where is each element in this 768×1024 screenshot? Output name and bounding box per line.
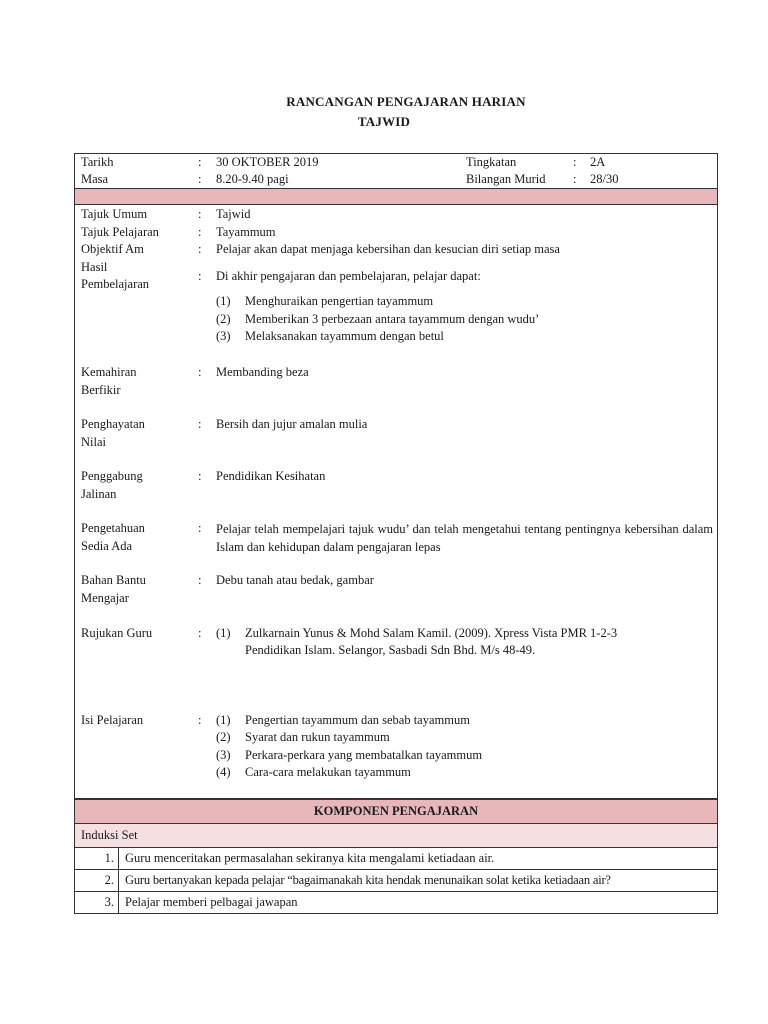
reference-text: Pendidikan Islam. Selangor, Sasbadi Sdn Bhd. M/s 48-49. (245, 643, 536, 657)
rujukan-label: Rujukan Guru (81, 626, 153, 640)
list-item-number: (3) (216, 329, 231, 343)
komponen-header: KOMPONEN PENGAJARAN (75, 800, 718, 824)
list-item-number: (4) (216, 765, 231, 779)
tajuk-pelajaran-label: Tajuk Pelajaran (81, 225, 159, 239)
kemahiran-value: Membanding beza (216, 365, 309, 379)
colon: : (198, 469, 202, 483)
isi-label: Isi Pelajaran (81, 713, 144, 727)
row-number: 2. (75, 870, 119, 892)
row-text: Guru bertanyakan kepada pelajar “bagaimanakah kita hendak menunaikan solat ketika ketiadaan air? (119, 870, 718, 892)
tingkatan-value: 2A (590, 155, 606, 169)
colon: : (198, 365, 202, 379)
table-row (75, 870, 718, 892)
colon: : (198, 225, 202, 239)
list-item-number: (3) (216, 748, 231, 762)
list-item-number: (2) (216, 312, 231, 326)
list-item: Pengertian tayammum dan sebab tayammum (245, 713, 470, 727)
hasil-label: Pembelajaran (81, 277, 150, 291)
list-item: Syarat dan rukun tayammum (245, 730, 390, 744)
penggabung-value: Pendidikan Kesihatan (216, 469, 326, 483)
kemahiran-label: Kemahiran (81, 365, 137, 379)
document-title: RANCANGAN PENGAJARAN HARIAN (286, 94, 526, 109)
row-number: 1. (75, 848, 119, 870)
row-number: 3. (75, 892, 119, 914)
colon: : (198, 573, 202, 587)
penghayatan-label: Penghayatan (81, 417, 145, 431)
objektif-label: Objektif Am (81, 242, 144, 256)
table-header-row (75, 800, 718, 824)
colon: : (198, 521, 202, 535)
pengetahuan-label: Sedia Ada (81, 539, 133, 553)
hasil-label: Hasil (81, 260, 108, 274)
penghayatan-value: Bersih dan jujur amalan mulia (216, 417, 368, 431)
list-item-number: (1) (216, 713, 231, 727)
table-row (75, 892, 718, 914)
colon: : (198, 417, 202, 431)
penghayatan-label: Nilai (81, 435, 106, 449)
colon: : (573, 172, 577, 186)
tarikh-label: Tarikh (81, 155, 114, 169)
list-item: Melaksanakan tayammum dengan betul (245, 329, 444, 343)
colon: : (198, 207, 202, 221)
list-item: Cara-cara melakukan tayammum (245, 765, 411, 779)
masa-value: 8.20-9.40 pagi (216, 172, 289, 186)
row-text: Pelajar memberi pelbagai jawapan (119, 892, 718, 914)
objektif-value: Pelajar akan dapat menjaga kebersihan dan kesucian diri setiap masa (216, 242, 560, 256)
list-item: Memberikan 3 perbezaan antara tayammum dengan wudu’ (245, 312, 540, 326)
colon: : (198, 155, 202, 169)
document-subtitle: TAJWID (357, 114, 411, 129)
list-item-number: (2) (216, 730, 231, 744)
list-item: Menghuraikan pengertian tayammum (245, 294, 434, 308)
colon: : (198, 713, 202, 727)
list-item-number: (1) (216, 626, 231, 640)
colon: : (198, 172, 202, 186)
bahan-label: Mengajar (81, 591, 129, 605)
table-section-row (75, 824, 718, 848)
induksi-set-label: Induksi Set (75, 824, 718, 848)
hasil-value: Di akhir pengajaran dan pembelajaran, pelajar dapat: (216, 269, 481, 283)
list-item: Perkara-perkara yang membatalkan tayammum (245, 748, 483, 762)
row-text: Guru menceritakan permasalahan sekiranya kita mengalami ketiadaan air. (119, 848, 718, 870)
tajuk-umum-value: Tajwid (216, 207, 251, 221)
tarikh-value: 30 OKTOBER 2019 (216, 155, 319, 169)
separator-bar (75, 188, 717, 205)
bahan-label: Bahan Bantu (81, 573, 146, 587)
penggabung-label: Jalinan (81, 487, 117, 501)
colon: : (198, 269, 202, 283)
kemahiran-label: Berfikir (81, 383, 121, 397)
pengetahuan-value: Pelajar telah mempelajari tajuk wudu’ dan telah mengetahui tentang pentingnya kebersihan dalam Islam dan kehidupan dalam pengajaran lepas (216, 522, 713, 554)
tajuk-pelajaran-value: Tayammum (216, 225, 276, 239)
bilangan-label: Bilangan Murid (466, 172, 546, 186)
penggabung-label: Penggabung (81, 469, 143, 483)
colon: : (573, 155, 577, 169)
tingkatan-label: Tingkatan (466, 155, 517, 169)
list-item-number: (1) (216, 294, 231, 308)
masa-label: Masa (81, 172, 109, 186)
table-row (75, 848, 718, 870)
bilangan-value: 28/30 (590, 172, 619, 186)
colon: : (198, 242, 202, 256)
pengetahuan-label: Pengetahuan (81, 521, 145, 535)
tajuk-umum-label: Tajuk Umum (81, 207, 148, 221)
komponen-table (74, 799, 718, 914)
reference-text: Zulkarnain Yunus & Mohd Salam Kamil. (2009). Xpress Vista PMR 1-2-3 (245, 626, 618, 640)
bahan-value: Debu tanah atau bedak, gambar (216, 573, 374, 587)
colon: : (198, 626, 202, 640)
